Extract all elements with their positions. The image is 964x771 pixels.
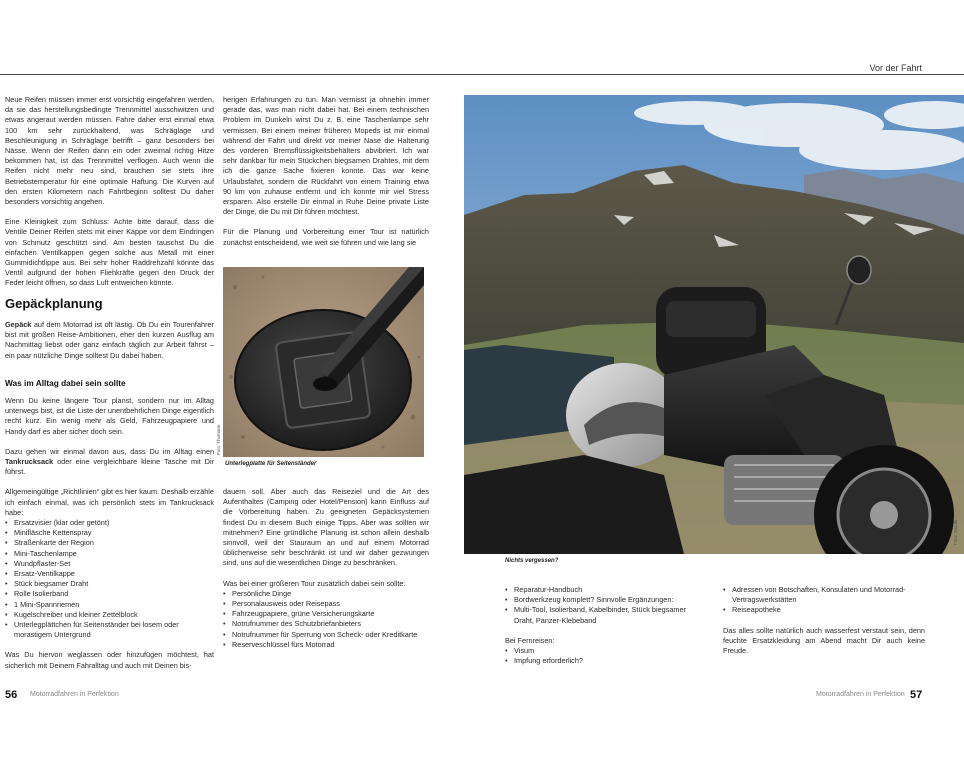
list-item: • Notrufnummer für Sperrung von Scheck- oder Kreditkarte <box>223 630 429 640</box>
keyword: Gepäck <box>5 320 32 329</box>
list-item: • Impfung erforderlich? <box>505 656 707 666</box>
left-column-bottom <box>5 396 214 681</box>
list-item: • Visum <box>505 646 707 656</box>
section-heading: Gepäckplanung <box>5 296 103 311</box>
paragraph <box>5 447 214 478</box>
subheading: Was im Alltag dabei sein sollte <box>5 378 126 388</box>
section-title: Vor der Fahrt <box>869 63 922 73</box>
list-item: • Rolle Isolierband <box>5 589 214 599</box>
list-item: • Kugelschreiber und kleiner Zettelblock <box>5 610 214 620</box>
paragraph: herigen Erfahrungen zu tun. Man vermisst ja ohnehin immer gerade das, was man nicht dabei hat. Bei einem technischen Problem im Dunkeln wirst Du z. B. eine Taschenlampe sehr vermissen. Bei einem meiner früheren Mopeds ist mir einmal während der Fahrt und direkt vor meiner Nase die Halterung des vorderen Bremsflüssigkeitsbehälters abvibriert. Ich war sehr dankbar für mein Stückchen biegsamen Drahtes, mit dem ich die ganze Sache fixieren konnte. Das war keine Urlaubsfahrt, sondern die Rückfahrt von einem Training etwa 90 km von zuhause entfernt und ich konnte mir viel Stress ersparen. Also erstelle Dir einmal in Ruhe Deine private Liste der Dinge, die Du mit Dir führen möchtest. <box>223 95 429 217</box>
page-number-right: 57 <box>910 689 923 701</box>
middle-column-bottom <box>223 487 429 660</box>
motorcycle-photo <box>464 95 964 554</box>
footer-title-left: Motorradfahren in Perfektion <box>30 691 119 698</box>
list-item: • Reiseapotheke <box>723 605 925 615</box>
list-item: • Reparatur-Handbuch <box>505 585 707 595</box>
list-item: • Bordwerkzeug komplett? Sinnvolle Ergänzungen: <box>505 595 707 605</box>
motorcycle-image <box>464 95 964 554</box>
paragraph: Für die Planung und Vorbereitung einer Tour ist natürlich zunächst entscheidend, wie weit sie führen und wie lang sie <box>223 227 429 247</box>
photo-credit: Foto: Suzuki <box>953 519 958 545</box>
paragraph-text: oder eine vergleichbare kleine Tasche mit Dir führst. <box>5 457 214 477</box>
stand-plate-photo <box>223 267 424 457</box>
list-item: • Straßenkarte der Region <box>5 538 214 548</box>
list-item: • Mini-Taschenlampe <box>5 549 214 559</box>
paragraph-text: auf dem Motorrad ist oft lästig. Ob Du ein Tourenfahrer bist mit großen Reise-Ambitionen, eher den kurzen Ausflug am Nachmittag liebst oder ganz einfach täglich zur Arbeit fährst – ein paar nützliche Dinge solltest Du dabei haben. <box>5 320 214 360</box>
list-item: • Personalausweis oder Reisepass <box>223 599 429 609</box>
packing-list <box>5 518 214 640</box>
long-trip-list <box>505 646 707 666</box>
addresses-list <box>723 585 925 616</box>
list-item: • Stück biegsamer Draht <box>5 579 214 589</box>
middle-column-top <box>223 95 429 258</box>
left-column-top <box>5 95 214 299</box>
repair-list <box>505 585 707 626</box>
paragraph: Eine Kleinigkeit zum Schluss: Achte bitte darauf, dass die Ventile Deiner Reifen stets mit einer Kappe vor dem Eindringen von Schmutz geschützt sind. Am besten tauschst Du die einfachen Ventilkappen gegen solche aus Metall mit einer Gummidichtlippe aus. Bei sehr hoher Raddrehzahl könnte das Ventil aufgrund der hohen Fliehkräfte gegen den Druck der Feder leicht öffnen, so dass Luft entweichen könnte. <box>5 217 214 288</box>
list-item: • Adressen von Botschaften, Konsulaten und Motorrad-Vertragswerkstätten <box>723 585 925 605</box>
paragraph: Neue Reifen müssen immer erst vorsichtig eingefahren werden, da sie das herstellungsbedingte Trennmittel ausschwitzen und etwas angeraut werden müssen. Fahre daher erst einmal etwa 100 km sehr zurückhaltend, was Schräglage und Beschleunigung in Schräglage betrifft – ganz besonders bei Nässe. Wenn der Reifen dann ein oder zweimal richtig Hitze bekommen hat, ist das Trennmittel verflogen. Auch wenn die Reifen nicht mehr neu sind, brauchen sie stets ihre Betriebstemperatur für eine optimale Haftung. Die Kurven auf den ersten Kilometern nach Fahrtbeginn solltest Du daher besonders vorsichtig angehen. <box>5 95 214 207</box>
stand-plate-image <box>223 267 424 457</box>
right-column-2 <box>723 585 925 666</box>
photo-caption: Unterlegplatte für Seitenständer <box>225 461 317 467</box>
list-item: • Reserveschlüssel fürs Motorrad <box>223 640 429 650</box>
list-item: • Wundpflaster-Set <box>5 559 214 569</box>
photo-credit: Foto: Thomann <box>216 424 221 455</box>
left-column-mid <box>5 320 214 371</box>
list-item: • Notrufnummer des Schutzbriefanbieters <box>223 619 429 629</box>
paragraph: Allgemeingültige „Richtlinien“ gibt es hier kaum. Deshalb erzähle ich einfach einmal, was ich persönlich stets im Tankrucksack habe: <box>5 487 214 517</box>
right-column-1 <box>505 585 707 676</box>
label: Bei Fernreisen: <box>505 635 555 645</box>
paragraph-text: Dazu gehen wir einmal davon aus, dass Du im Alltag einen <box>5 446 214 456</box>
photo-caption: Nichts vergessen? <box>505 558 559 564</box>
list-item: • Multi-Tool, Isolierband, Kabelbinder, Stück biegsamer Draht, Panzer-Klebeband <box>505 605 707 625</box>
page-number-left: 56 <box>5 689 18 701</box>
footer-title-right: Motorradfahren in Perfektion <box>816 691 905 698</box>
paragraph: Wenn Du keine längere Tour planst, sondern nur im Alltag unterwegs bist, ist die Liste der unentbehrlichen Dinge eigentlich recht kurz. Ein wenig mehr als Geld, Fahrzeugpapiere und Handy darf es aber sicher doch sein. <box>5 396 214 436</box>
list-item: • Fahrzeugpapiere, grüne Versicherungskarte <box>223 609 429 619</box>
list-item: • Minifläsche Kettenspray <box>5 528 214 538</box>
paragraph: Was Du hiervon weglassen oder hinzufügen möchtest, hat sicherlich mit Deinem Fahralltag und auch mit Deinen bis- <box>5 650 214 670</box>
tour-list <box>223 589 429 650</box>
keyword: Tankrucksack <box>5 457 54 467</box>
paragraph <box>5 320 214 361</box>
paragraph: Das alles sollte natürlich auch wasserfest verstaut sein, denn feuchte Ersatzkleidung am Abend macht Dir auch keine Freude. <box>723 625 925 656</box>
list-item: • 1 Mini-Spannriemen <box>5 600 214 610</box>
header-rule <box>0 74 964 75</box>
list-item: • Persönliche Dinge <box>223 589 429 599</box>
list-item: • Unterlegplättchen für Seitenständer bei losem oder morastigem Untergrund <box>5 620 214 640</box>
paragraph: dauern soll. Aber auch das Reiseziel und die Art des Aufenthaltes (Camping oder Hotel/Pension) kann Einfluss auf die Vorbereitung haben. Zu geeigneten Gepäcksystemen findest Du in diesem Buch einige Tipps. Aber was sollten wir mitnehmen? Eine gründliche Planung ist schon allein deshalb sinnvoll, weil der Stauraum an und auf einem Motorrad üblicherweise sehr beschränkt ist und wir daher gezwungen sind, uns auf die wesentlichen Dinge zu beschränken. <box>223 487 429 568</box>
list-item: • Ersatzvisier (klar oder getönt) <box>5 518 214 528</box>
paragraph: Was bei einer größeren Tour zusätzlich dabei sein sollte: <box>223 578 406 588</box>
list-item: • Ersatz-Ventilkappe <box>5 569 214 579</box>
